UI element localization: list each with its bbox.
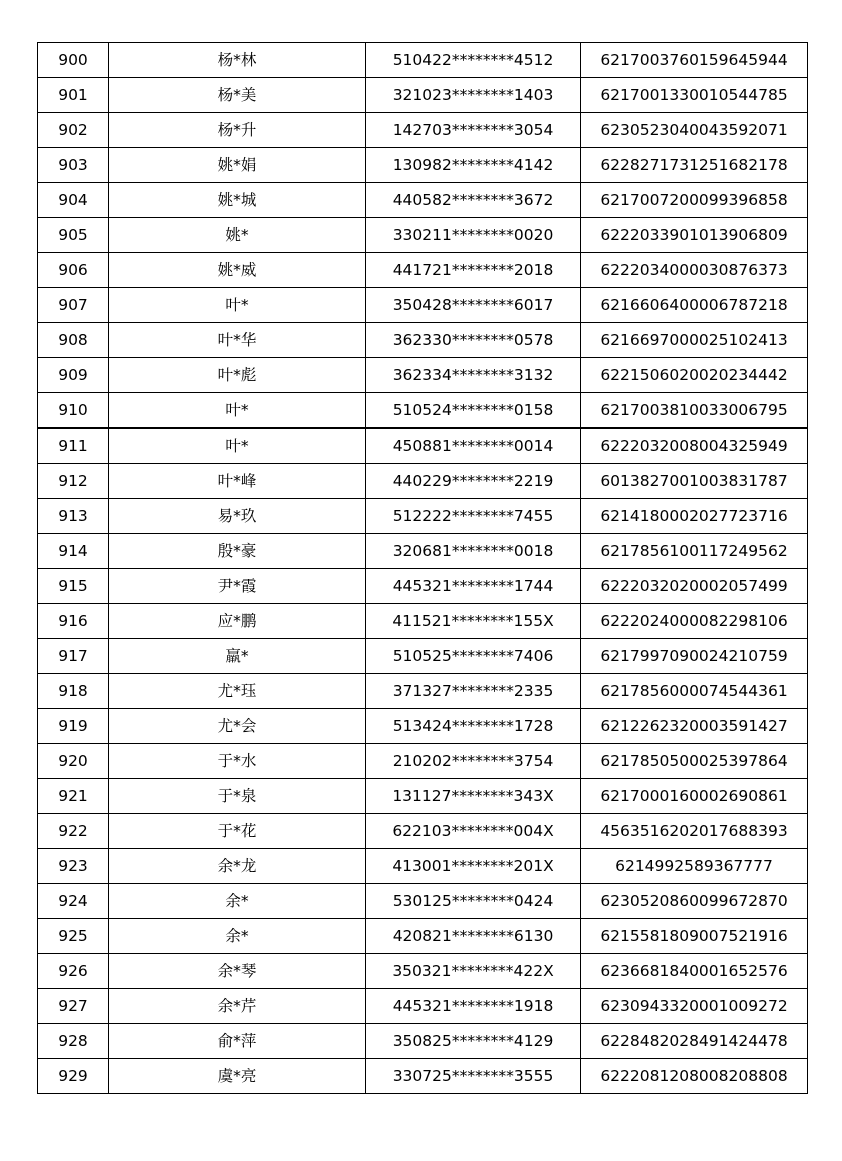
row-number-cell: 914 [38,534,109,569]
row-number-cell: 908 [38,323,109,358]
table-row [38,499,808,534]
table-row [38,43,808,78]
row-number-cell: 929 [38,1059,109,1094]
masked-name-cell: 于*泉 [109,779,366,814]
masked-id-number-cell: 512222********7455 [366,499,581,534]
masked-name-cell: 杨*美 [109,78,366,113]
masked-name-cell: 姚*娟 [109,148,366,183]
bank-card-number-cell: 6222032020002057499 [581,569,808,604]
bank-card-number-cell: 6214180002027723716 [581,499,808,534]
masked-id-number-cell: 362330********0578 [366,323,581,358]
row-number-cell: 903 [38,148,109,183]
masked-id-number-cell: 622103********004X [366,814,581,849]
row-number-cell: 912 [38,464,109,499]
bank-card-number-cell: 6217856100117249562 [581,534,808,569]
row-number-cell: 919 [38,709,109,744]
bank-card-number-cell: 6230943320001009272 [581,989,808,1024]
row-number-cell: 910 [38,393,109,429]
masked-name-cell: 尤*会 [109,709,366,744]
row-number-cell: 905 [38,218,109,253]
row-number-cell: 920 [38,744,109,779]
table-row [38,744,808,779]
row-number-cell: 901 [38,78,109,113]
table-row [38,1059,808,1094]
bank-card-number-cell: 6217003810033006795 [581,393,808,429]
bank-card-number-cell: 6217000160002690861 [581,779,808,814]
row-number-cell: 906 [38,253,109,288]
bank-card-number-cell: 6228271731251682178 [581,148,808,183]
table-row [38,709,808,744]
bank-card-number-cell: 6215581809007521916 [581,919,808,954]
masked-id-number-cell: 321023********1403 [366,78,581,113]
masked-id-number-cell: 350825********4129 [366,1024,581,1059]
row-number-cell: 915 [38,569,109,604]
bank-card-number-cell: 6013827001003831787 [581,464,808,499]
masked-id-number-cell: 510524********0158 [366,393,581,429]
bank-card-number-cell: 6228482028491424478 [581,1024,808,1059]
table-row [38,78,808,113]
masked-id-number-cell: 320681********0018 [366,534,581,569]
masked-name-cell: 虞*亮 [109,1059,366,1094]
masked-name-cell: 尹*霞 [109,569,366,604]
table-row [38,358,808,393]
bank-card-number-cell: 6236681840001652576 [581,954,808,989]
masked-id-number-cell: 362334********3132 [366,358,581,393]
row-number-cell: 907 [38,288,109,323]
table-row [38,113,808,148]
row-number-cell: 925 [38,919,109,954]
table-row [38,183,808,218]
bank-card-number-cell: 6222034000030876373 [581,253,808,288]
row-number-cell: 917 [38,639,109,674]
table-row [38,779,808,814]
masked-name-cell: 应*鹏 [109,604,366,639]
row-number-cell: 926 [38,954,109,989]
row-number-cell: 904 [38,183,109,218]
masked-id-number-cell: 131127********343X [366,779,581,814]
masked-id-number-cell: 513424********1728 [366,709,581,744]
table-row [38,604,808,639]
masked-id-number-cell: 445321********1744 [366,569,581,604]
masked-name-cell: 俞*萍 [109,1024,366,1059]
masked-name-cell: 余* [109,919,366,954]
masked-name-cell: 姚*城 [109,183,366,218]
masked-id-number-cell: 330211********0020 [366,218,581,253]
bank-card-number-cell: 6212262320003591427 [581,709,808,744]
row-number-cell: 902 [38,113,109,148]
masked-id-number-cell: 510422********4512 [366,43,581,78]
masked-name-cell: 叶* [109,428,366,464]
bank-card-number-cell: 6217850500025397864 [581,744,808,779]
masked-id-number-cell: 350428********6017 [366,288,581,323]
bank-card-number-cell: 6217856000074544361 [581,674,808,709]
row-number-cell: 923 [38,849,109,884]
table-row [38,218,808,253]
table-row [38,534,808,569]
masked-name-cell: 易*玖 [109,499,366,534]
bank-card-number-cell: 6230520860099672870 [581,884,808,919]
table-row [38,148,808,183]
bank-card-number-cell: 6222032008004325949 [581,428,808,464]
masked-id-number-cell: 441721********2018 [366,253,581,288]
row-number-cell: 916 [38,604,109,639]
table-row [38,253,808,288]
masked-name-cell: 叶*华 [109,323,366,358]
bank-card-number-cell: 6214992589367777 [581,849,808,884]
masked-id-number-cell: 413001********201X [366,849,581,884]
table-row [38,569,808,604]
table-row [38,393,808,429]
masked-name-cell: 叶* [109,288,366,323]
bank-card-number-cell: 6217007200099396858 [581,183,808,218]
row-number-cell: 911 [38,428,109,464]
row-number-cell: 900 [38,43,109,78]
row-number-cell: 913 [38,499,109,534]
masked-name-cell: 殷*豪 [109,534,366,569]
bank-card-number-cell: 6230523040043592071 [581,113,808,148]
masked-name-cell: 杨*升 [109,113,366,148]
table-row [38,323,808,358]
table-row [38,849,808,884]
masked-id-number-cell: 411521********155X [366,604,581,639]
row-number-cell: 909 [38,358,109,393]
recipient-table-body [38,43,808,1094]
table-row [38,639,808,674]
masked-name-cell: 余* [109,884,366,919]
row-number-cell: 928 [38,1024,109,1059]
bank-card-number-cell: 6216697000025102413 [581,323,808,358]
masked-id-number-cell: 330725********3555 [366,1059,581,1094]
masked-id-number-cell: 371327********2335 [366,674,581,709]
row-number-cell: 922 [38,814,109,849]
table-row [38,954,808,989]
bank-card-number-cell: 6217997090024210759 [581,639,808,674]
recipient-table [37,42,808,1094]
masked-id-number-cell: 450881********0014 [366,428,581,464]
table-row [38,288,808,323]
masked-name-cell: 叶*峰 [109,464,366,499]
masked-name-cell: 羸* [109,639,366,674]
masked-name-cell: 余*琴 [109,954,366,989]
masked-id-number-cell: 130982********4142 [366,148,581,183]
bank-card-number-cell: 6216606400006787218 [581,288,808,323]
row-number-cell: 927 [38,989,109,1024]
table-row [38,919,808,954]
masked-name-cell: 叶*彪 [109,358,366,393]
bank-card-number-cell: 6217003760159645944 [581,43,808,78]
table-row [38,1024,808,1059]
masked-id-number-cell: 530125********0424 [366,884,581,919]
masked-id-number-cell: 420821********6130 [366,919,581,954]
masked-name-cell: 于*水 [109,744,366,779]
masked-name-cell: 尤*珏 [109,674,366,709]
masked-name-cell: 叶* [109,393,366,429]
masked-name-cell: 姚* [109,218,366,253]
masked-id-number-cell: 445321********1918 [366,989,581,1024]
bank-card-number-cell: 4563516202017688393 [581,814,808,849]
table-row [38,674,808,709]
table-row [38,884,808,919]
table-row [38,989,808,1024]
masked-name-cell: 杨*林 [109,43,366,78]
table-row [38,464,808,499]
row-number-cell: 921 [38,779,109,814]
masked-id-number-cell: 440229********2219 [366,464,581,499]
bank-card-number-cell: 6222033901013906809 [581,218,808,253]
table-row [38,428,808,464]
bank-card-number-cell: 6222081208008208808 [581,1059,808,1094]
masked-name-cell: 于*花 [109,814,366,849]
bank-card-number-cell: 6221506020020234442 [581,358,808,393]
masked-name-cell: 姚*威 [109,253,366,288]
row-number-cell: 918 [38,674,109,709]
table-row [38,814,808,849]
masked-id-number-cell: 142703********3054 [366,113,581,148]
masked-id-number-cell: 350321********422X [366,954,581,989]
masked-name-cell: 余*芹 [109,989,366,1024]
bank-card-number-cell: 6217001330010544785 [581,78,808,113]
masked-id-number-cell: 210202********3754 [366,744,581,779]
masked-name-cell: 余*龙 [109,849,366,884]
bank-card-number-cell: 6222024000082298106 [581,604,808,639]
masked-id-number-cell: 510525********7406 [366,639,581,674]
masked-id-number-cell: 440582********3672 [366,183,581,218]
row-number-cell: 924 [38,884,109,919]
